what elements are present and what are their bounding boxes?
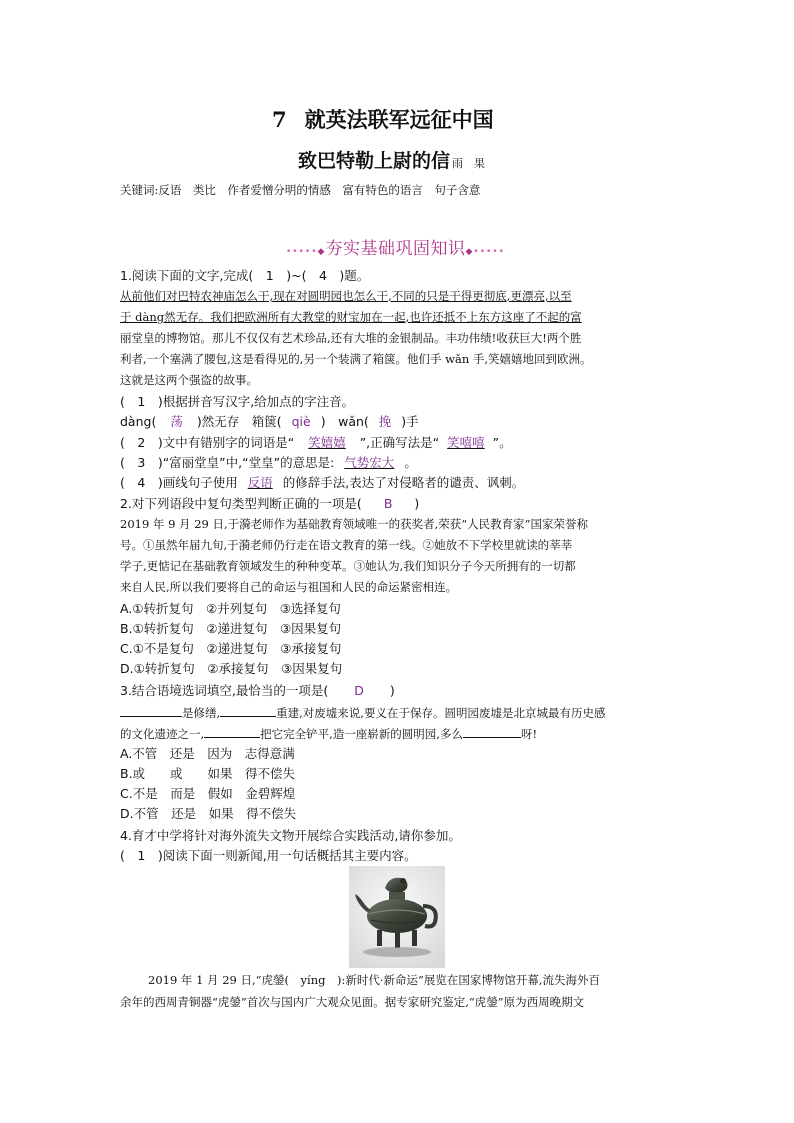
q2-option-c: C.①不是复句 ②递进复句 ③承接复句 [120, 641, 342, 656]
q2-option-a: A.①转折复句 ②并列复句 ③选择复句 [120, 601, 341, 616]
answer-wan: 挽 [378, 414, 392, 429]
q1-sub1-label: ( 1 )根据拼音写汉字,给加点的字注音。 [120, 394, 355, 409]
q1-passage-line: 利者,一个塞满了腰包,这是看得见的,另一个装满了箱箧。他们手 wǎn 手,笑嬉嬉地回到欧洲。 [120, 352, 592, 366]
q1-sub3: ( 3 )“富丽堂皇”中,“堂皇”的意思是: 气势宏大 。 [120, 455, 417, 470]
q1-passage-line: 于 dàng然无存。我们把欧洲所有大教堂的财宝加在一起,也许还抵不上东方这座了不起的富 [120, 310, 582, 324]
q4-sub1: ( 1 )阅读下面一则新闻,用一句话概括其主要内容。 [120, 848, 417, 863]
banner-text: 夯实基础巩固知识 [325, 239, 466, 259]
section-banner [286, 234, 505, 259]
lesson-main-title: 就英法联军远征中国 [304, 107, 494, 132]
author: 雨 果 [452, 157, 486, 170]
q2-answer: B [383, 496, 393, 511]
q2-option-b: B.①转折复句 ②递进复句 ③因果复句 [120, 621, 342, 636]
q1-sub2: ( 2 )文中有错别字的词语是“ 笑嬉嬉 ”,正确写法是“ 笑嘻嘻 ”。 [120, 435, 512, 450]
keywords: 关键词:反语 类比 作者爱憎分明的情感 富有特色的语言 句子含意 [120, 183, 481, 197]
banner-dots-right: ••••• [473, 247, 505, 257]
q3-answer: D [354, 683, 364, 698]
q3-passage-line: 是修缮, 重建,对废墟来说,要义在于保存。圆明园废墟是北京城最有历史感 [120, 703, 605, 721]
q4-stem: 4.育才中学将针对海外流失文物开展综合实践活动,请你参加。 [120, 828, 461, 843]
q3-option-d: D.不管 还是 如果 得不偿失 [120, 806, 297, 821]
answer-dang: 荡 [170, 414, 183, 429]
q3-blank [220, 703, 276, 717]
q3-blank [204, 724, 260, 738]
lesson-subtitle: 致巴特勒上尉的信 雨 果 [298, 150, 486, 172]
lesson-number: 7 [272, 107, 287, 132]
answer-rhetoric: 反语 [247, 475, 273, 490]
q3-option-a: A.不管 还是 因为 志得意满 [120, 746, 295, 761]
answer-qie: qiè [291, 414, 311, 429]
q1-sub4: ( 4 )画线句子使用 反语 的修辞手法,表达了对侵略者的谴责、讽刺。 [120, 475, 525, 490]
q3-option-c: C.不是 而是 假如 金碧辉煌 [120, 786, 296, 801]
q3-option-b: B.或 或 如果 得不偿失 [120, 766, 296, 781]
q3-blank [463, 724, 521, 738]
q1-passage-line: 这就是这两个强盗的故事。 [120, 373, 258, 387]
banner-dots-left: ••••• [286, 247, 318, 257]
q3-passage-line: 的文化遗迹之一, 把它完全铲平,造一座崭新的圆明园,多么 呀! [120, 724, 537, 742]
q2-passage-line: 号。①虽然年届九旬,于漪老师仍行走在语文教育的第一线。②她放不下学校里就读的莘莘 [120, 538, 573, 552]
answer-tanghuang: 气势宏大 [344, 455, 395, 470]
q3-stem: 3.结合语境选词填空,最恰当的一项是( D ) [120, 683, 395, 698]
q1-intro: 1.阅读下面的文字,完成( 1 )~( 4 )题。 [120, 268, 370, 283]
answer-correct-word: 笑嘻嘻 [447, 435, 485, 450]
q1-passage-line: 丽堂皇的博物馆。那儿不仅仅有艺术珍品,还有大堆的金银制品。丰功伟绩!收获巨大!两个胜 [120, 331, 582, 345]
q2-passage-line: 2019 年 9 月 29 日,于漪老师作为基础教育领域唯一的获奖者,荣获“人民教育家”国家荣誉称 [120, 517, 589, 531]
q2-option-d: D.①转折复句 ②承接复句 ③因果复句 [120, 661, 343, 676]
q2-passage-line: 学子,更惦记在基础教育领域发生的种种变革。③她认为,我们知识分子今天所拥有的一切都 [120, 559, 576, 573]
q1-passage-line: 从前他们对巴特农神庙怎么干,现在对圆明园也怎么干,不同的只是干得更彻底,更漂亮,以至 [120, 289, 572, 303]
q1-sub1-answers: dàng( 荡 )然无存 箱箧( qiè ) wǎn( 挽 )手 [120, 414, 419, 429]
q2-passage-line: 来自人民,所以我们要将自己的命运与祖国和人民的命运紧密相连。 [120, 580, 458, 594]
banner-diamond-left-icon: ◆ [317, 247, 326, 257]
banner-diamond-right-icon: ◆ [465, 247, 474, 257]
lesson-title [272, 104, 494, 134]
answer-wrong-word: 笑嬉嬉 [308, 435, 346, 450]
q3-blank [120, 703, 182, 717]
bronze-tiger-vessel-icon [349, 866, 445, 968]
q4-news-line: 余年的西周青铜器“虎鎣”首次与国内广大观众见面。据专家研究鉴定,“虎鎣”原为西周晚期文 [120, 995, 585, 1009]
bronze-vessel-photo [349, 866, 445, 968]
q4-news-line: 2019 年 1 月 29 日,“虎鎣( yíng ):新时代·新命运”展览在国家博物馆开幕,流失海外百 [148, 973, 601, 987]
q2-stem: 2.对下列语段中复句类型判断正确的一项是( B ) [120, 496, 420, 511]
